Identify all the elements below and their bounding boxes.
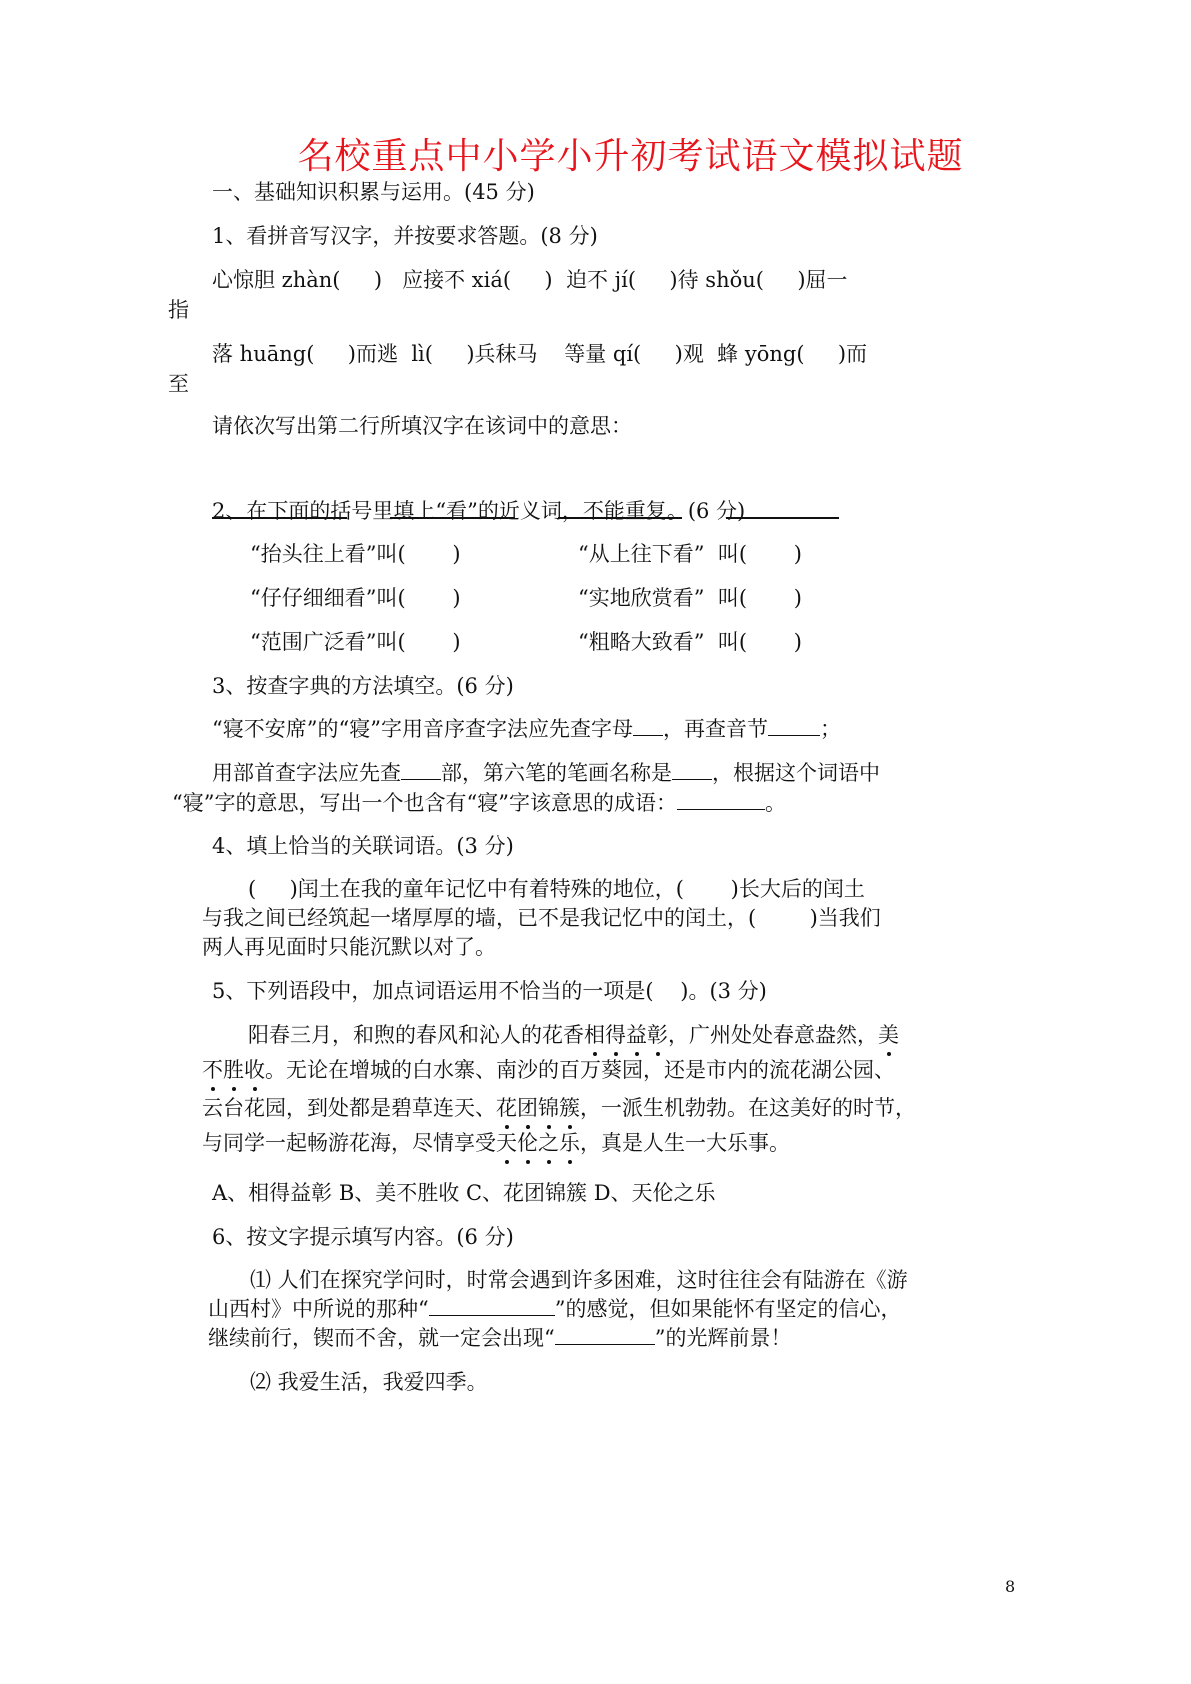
q3-blank-letter[interactable]	[633, 715, 663, 736]
q5-text: 阳春三月，和煦的春风和沁人的花香	[248, 1023, 584, 1047]
dotted-char: 乐	[559, 1128, 580, 1158]
q2-row1-right: “从上往下看” 叫( )	[578, 542, 802, 566]
q6-text: 山西村》中所说的那种“	[208, 1297, 429, 1321]
q3-heading: 3、按查字典的方法填空。(6 分)	[212, 674, 514, 698]
dotted-char: 簇	[559, 1093, 580, 1123]
q3-blank-idiom[interactable]	[677, 789, 765, 810]
dotted-char: 得	[605, 1020, 626, 1050]
q6-text: ”的感觉，但如果能怀有坚定的信心，	[554, 1297, 902, 1321]
dotted-char: 益	[626, 1020, 647, 1050]
q1-heading: 1、看拼音写汉字，并按要求答题。(8 分)	[212, 224, 598, 248]
q3-line3-text-b: 。	[764, 791, 786, 815]
dotted-char: 锦	[538, 1093, 559, 1123]
q3-line2-text-c: ，根据这个词语中	[712, 761, 880, 785]
q4-line1: ( )闰土在我的童年记忆中有着特殊的地位，( )长大后的闰土	[248, 877, 865, 901]
dotted-char: 胜	[223, 1055, 244, 1085]
dotted-char: 团	[517, 1093, 538, 1123]
q4-line2: 与我之间已经筑起一堵厚厚的墙，已不是我记忆中的闰土，( )当我们	[202, 906, 881, 930]
q4-heading: 4、填上恰当的关联词语。(3 分)	[212, 834, 514, 858]
q6-heading: 6、按文字提示填写内容。(6 分)	[212, 1225, 514, 1249]
q6-blank-poem[interactable]	[429, 1295, 555, 1316]
page-title: 名校重点中小学小升初考试语文模拟试题	[297, 136, 964, 177]
q3-line1-text-c: ；	[819, 717, 841, 741]
dotted-char: 花	[496, 1093, 517, 1123]
q1-prompt: 请依次写出第二行所填汉字在该词中的意思：	[212, 414, 632, 438]
q1-row1: 心惊胆 zhàn( ) 应接不 xiá( ) 迫不 jí( )待 shǒu( )屈一	[212, 268, 848, 292]
q5-para-line4	[202, 1128, 790, 1158]
q5-text: 云台花园，到处都是碧草连天、	[202, 1096, 496, 1120]
q3-line1	[212, 714, 841, 744]
q6-s1-line1: ⑴ 人们在探究学问时，时常会遇到许多困难，这时往往会有陆游在《游	[250, 1268, 908, 1292]
q5-dotted-phrase	[496, 1131, 580, 1155]
q5-dotted-phrase	[202, 1058, 265, 1082]
dotted-char: 伦	[517, 1128, 538, 1158]
dotted-char: 之	[538, 1128, 559, 1158]
q3-line2	[212, 758, 880, 788]
q3-line2-text-b: 部，第六笔的笔画名称是	[441, 761, 672, 785]
section-heading: 一、基础知识积累与运用。(45 分)	[212, 180, 535, 204]
dotted-char: 相	[584, 1020, 605, 1050]
q2-row3-right: “粗略大致看” 叫( )	[578, 630, 802, 654]
q1-row2-wrap: 至	[168, 372, 189, 396]
q5-text: 。无论在增城的白水寨、南沙的百万葵园，还是市内的流花湖公园、	[265, 1058, 895, 1082]
q3-blank-stroke[interactable]	[672, 759, 712, 780]
dotted-char: 美	[878, 1020, 899, 1050]
q5-text: ，一派生机勃勃。在这美好的时节，	[580, 1096, 916, 1120]
q3-blank-syllable[interactable]	[768, 715, 820, 736]
q2-row3-left: “范围广泛看”叫( )	[250, 630, 461, 654]
q2-heading: 2、在下面的括号里填上“看”的近义词，不能重复。(6 分)	[212, 499, 746, 523]
q5-para-line3	[202, 1093, 916, 1123]
q5-text: 与同学一起畅游花海，尽情享受	[202, 1131, 496, 1155]
q5-heading: 5、下列语段中，加点词语运用不恰当的一项是( )。(3 分)	[212, 979, 767, 1003]
dotted-char: 天	[496, 1128, 517, 1158]
q6-text: ”的光辉前景！	[654, 1326, 792, 1350]
q6-s1-line2	[208, 1294, 901, 1324]
q3-line2-text-a: 用部首查字法应先查	[212, 761, 401, 785]
q5-dotted-phrase	[496, 1096, 580, 1120]
q2-row2-right: “实地欣赏看” 叫( )	[578, 586, 802, 610]
q5-para-line1	[248, 1020, 899, 1050]
q5-text: ，真是人生一大乐事。	[580, 1131, 790, 1155]
q2-row2-left: “仔仔细细看”叫( )	[250, 586, 461, 610]
q1-row2: 落 huāng( )而逃 lì( )兵秣马 等量 qí( )观 蜂 yōng( )而	[212, 342, 868, 366]
q5-dotted-phrase	[584, 1023, 668, 1047]
q1-row1-wrap: 指	[168, 298, 189, 322]
page-number: 8	[1005, 1577, 1016, 1596]
q3-line3-text-a: “寝”字的意思，写出一个也含有“寝”字该意思的成语：	[172, 791, 677, 815]
q3-blank-radical[interactable]	[401, 759, 441, 780]
q5-text: ，广州处处春意盎然，	[668, 1023, 878, 1047]
dotted-char: 彰	[647, 1020, 668, 1050]
q3-line3	[172, 788, 786, 818]
q6-blank-future[interactable]	[555, 1324, 655, 1345]
q6-s2: ⑵ 我爱生活，我爱四季。	[250, 1370, 488, 1394]
q5-para-line2	[202, 1055, 895, 1085]
dotted-char: 不	[202, 1055, 223, 1085]
q3-line1-text-b: ，再查音节	[662, 717, 768, 741]
q6-text: 继续前行，锲而不舍，就一定会出现“	[208, 1326, 555, 1350]
q3-line1-text-a: “寝不安席”的“寝”字用音序查字法应先查字母	[212, 717, 633, 741]
q6-s1-line3	[208, 1323, 791, 1353]
q5-dotted-phrase	[878, 1023, 899, 1047]
q2-row1-left: “抬头往上看”叫( )	[250, 542, 461, 566]
dotted-char: 收	[244, 1055, 265, 1085]
q4-line3: 两人再见面时只能沉默以对了。	[202, 935, 496, 959]
q5-options: A、相得益彰 B、美不胜收 C、花团锦簇 D、天伦之乐	[212, 1181, 716, 1205]
